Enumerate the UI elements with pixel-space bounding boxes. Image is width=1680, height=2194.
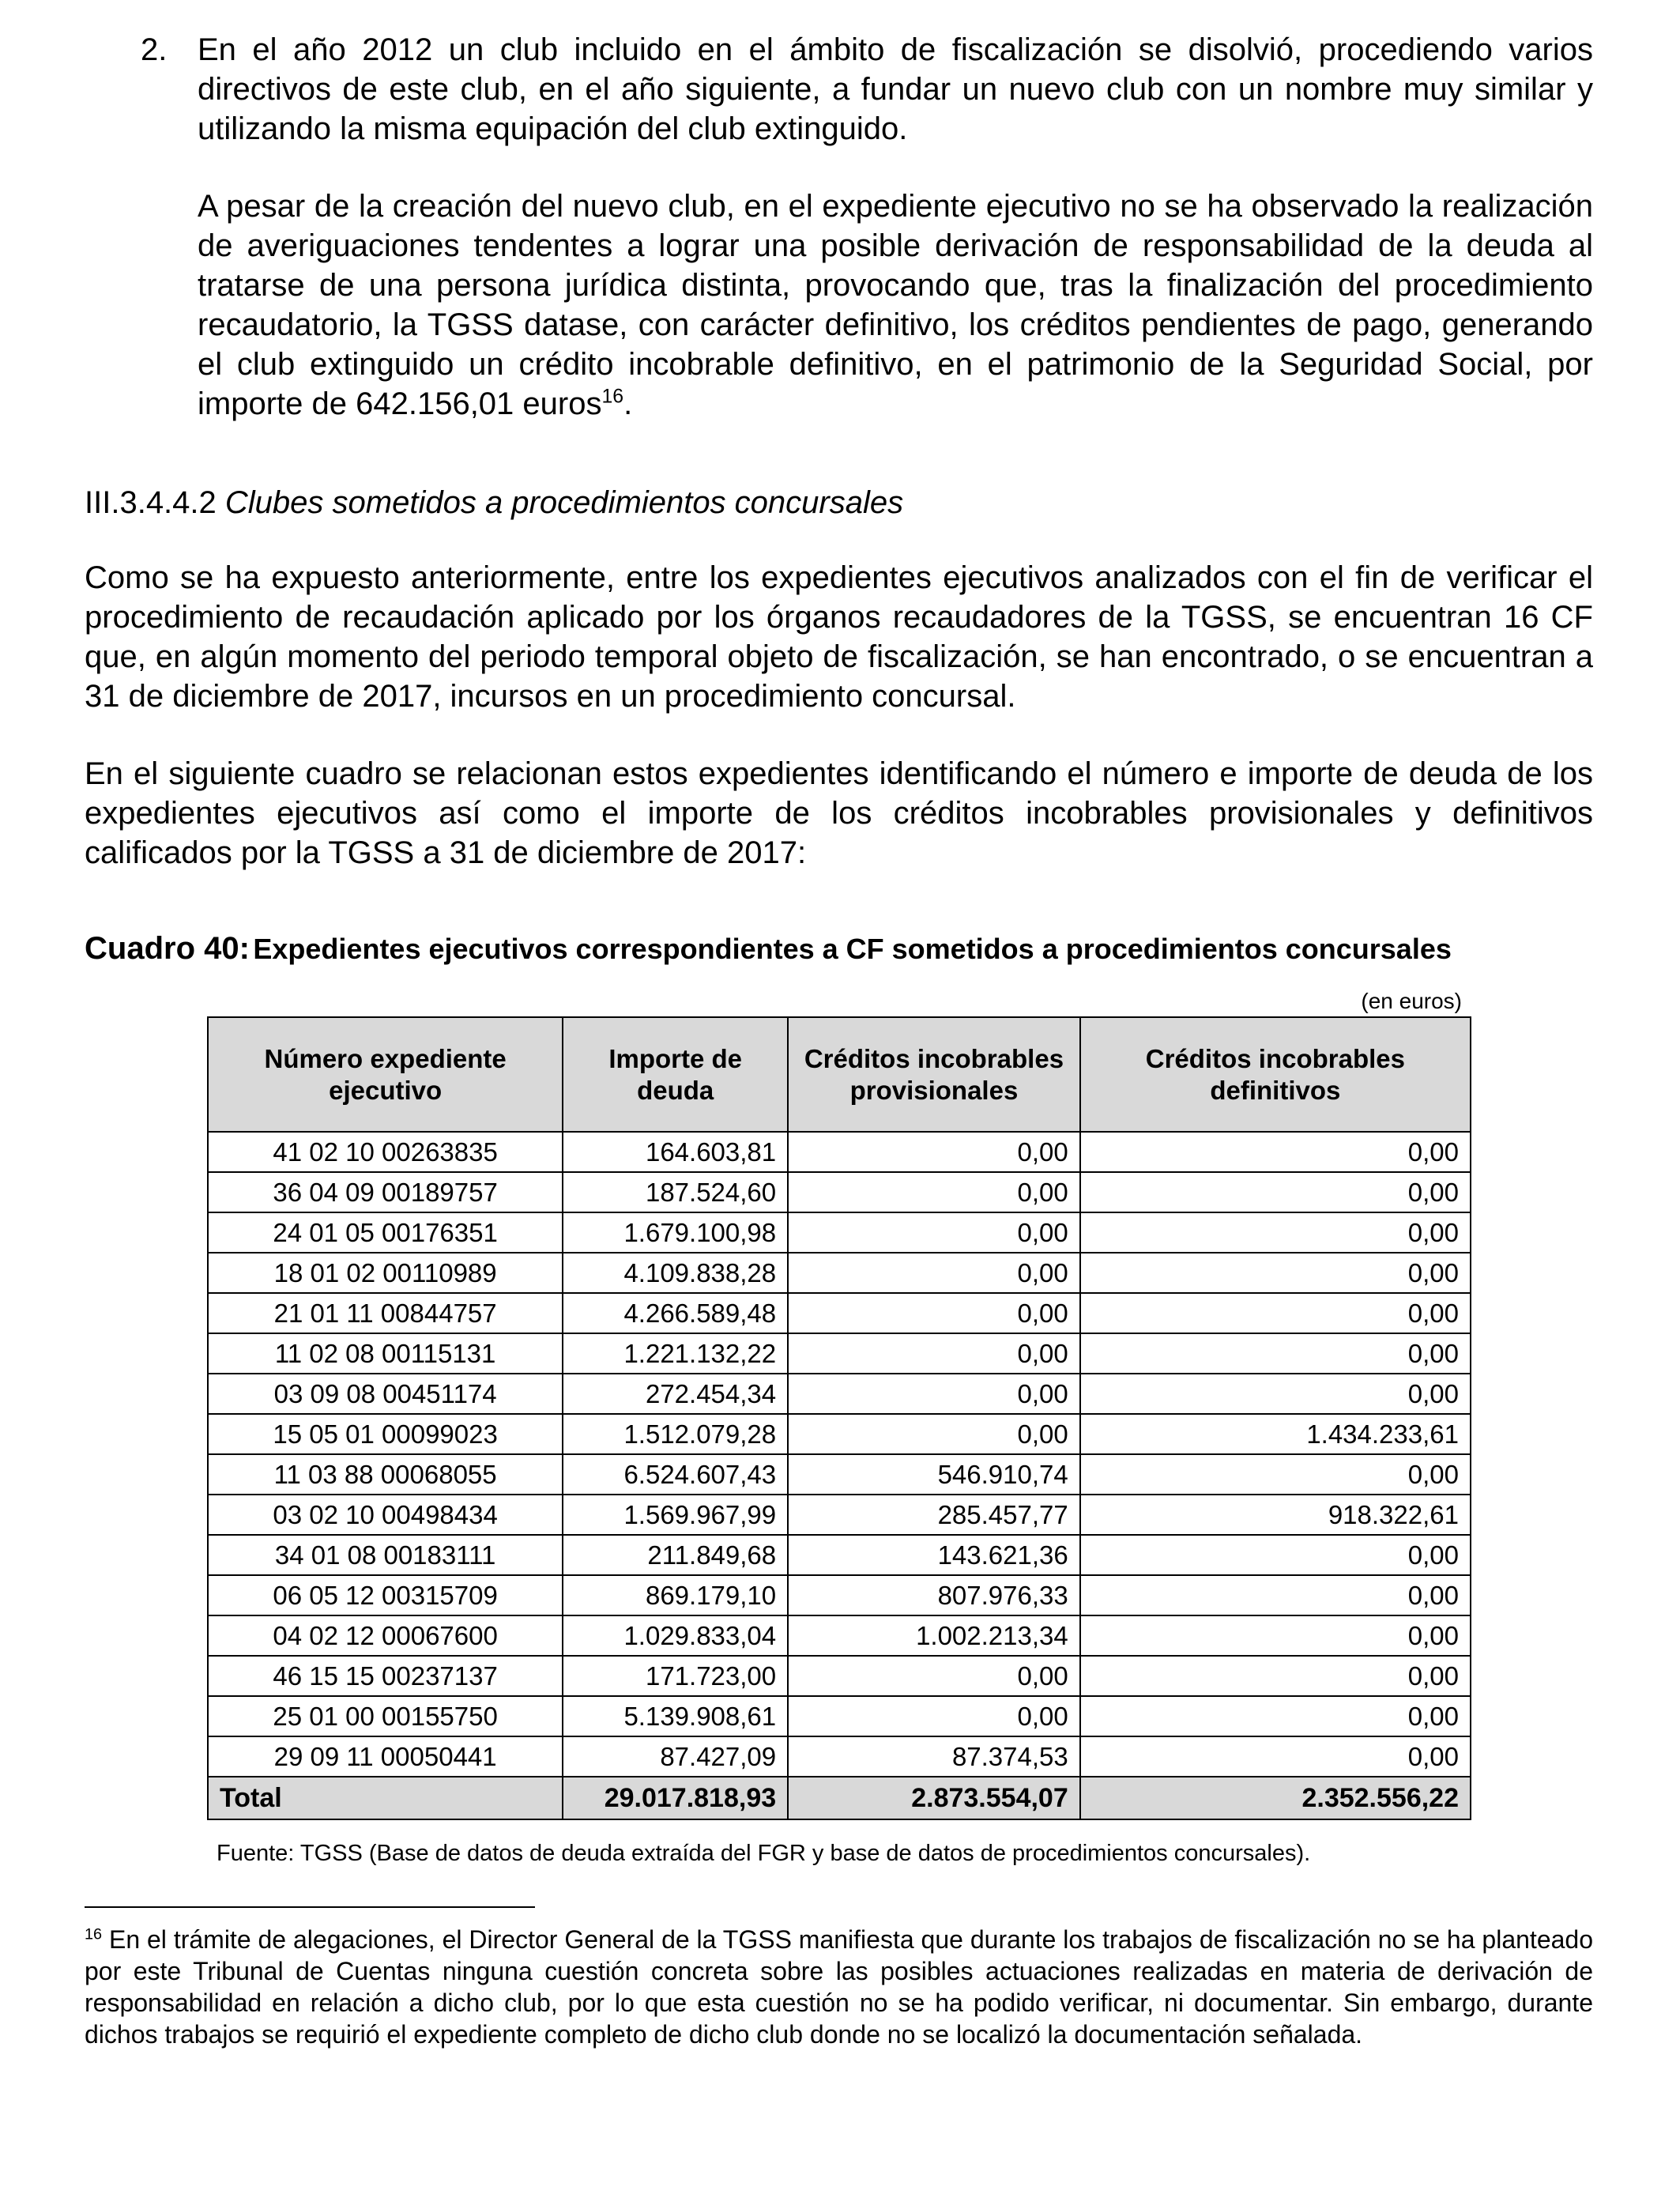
cell-importe-deuda: 4.266.589,48	[563, 1293, 788, 1333]
expedientes-table	[207, 1016, 1471, 1820]
cell-creditos-provisionales: 0,00	[788, 1414, 1080, 1454]
cell-importe-deuda: 187.524,60	[563, 1172, 788, 1212]
cell-numero-expediente: 06 05 12 00315709	[208, 1575, 563, 1615]
footnote-text: En el trámite de alegaciones, el Director General de la TGSS manifiesta que durante los trabajos de fiscalización no se ha planteado por este Tribunal de Cuentas ninguna cuestión concreta sobre las posibles actuaciones realizadas en materia de derivación de responsabilidad en relación a dicho club, por lo que esta cuestión no se ha podido verificar, ni documentar. Sin embargo, durante dichos trabajos se requirió el expediente completo de dicho club donde no se localizó la documentación señalada.	[85, 1925, 1594, 2049]
cell-creditos-definitivos: 0,00	[1080, 1656, 1471, 1696]
cell-importe-deuda: 5.139.908,61	[563, 1696, 788, 1736]
footnote-ref[interactable]: 16	[601, 386, 624, 408]
paragraph-table-intro: En el siguiente cuadro se relacionan estos expedientes identificando el número e importe de deuda de los expedientes ejecutivos así como el importe de los créditos incobrables provisionales y definitivos calificados por la TGSS a 31 de diciembre de 2017:	[85, 756, 1593, 870]
cell-importe-deuda: 1.029.833,04	[563, 1615, 788, 1656]
cell-creditos-provisionales: 1.002.213,34	[788, 1615, 1080, 1656]
header-creditos-definitivos: Créditos incobrables definitivos	[1080, 1017, 1471, 1132]
section-heading	[85, 483, 903, 522]
cell-importe-deuda: 87.427,09	[563, 1736, 788, 1777]
paragraph-intro: Como se ha expuesto anteriormente, entre los expedientes ejecutivos analizados con el fin de verificar el procedimiento de recaudación aplicado por los órganos recaudadores de la TGSS, se encuentran 16 CF que, en algún momento del periodo temporal objeto de fiscalización, se han encontrado, o se encuentran a 31 de diciembre de 2017, incursos en un procedimiento concursal.	[85, 560, 1593, 714]
table-row	[208, 1454, 1471, 1495]
cell-numero-expediente: 34 01 08 00183111	[208, 1535, 563, 1575]
section-number: III.3.4.4.2	[85, 485, 217, 520]
cell-creditos-provisionales: 0,00	[788, 1696, 1080, 1736]
header-numero-expediente: Número expediente ejecutivo	[208, 1017, 563, 1132]
table-row	[208, 1212, 1471, 1253]
total-label: Total	[208, 1777, 563, 1819]
cell-importe-deuda: 272.454,34	[563, 1374, 788, 1414]
total-creditos-definitivos: 2.352.556,22	[1080, 1777, 1471, 1819]
cell-numero-expediente: 36 04 09 00189757	[208, 1172, 563, 1212]
footnote	[85, 1924, 1593, 2050]
cell-creditos-definitivos: 0,00	[1080, 1736, 1471, 1777]
table-total-row	[208, 1777, 1471, 1819]
cell-creditos-definitivos: 0,00	[1080, 1172, 1471, 1212]
paragraph-derivacion	[198, 187, 1593, 424]
cell-creditos-provisionales: 143.621,36	[788, 1535, 1080, 1575]
cell-importe-deuda: 164.603,81	[563, 1132, 788, 1172]
total-importe-deuda: 29.017.818,93	[563, 1777, 788, 1819]
table-row	[208, 1374, 1471, 1414]
cell-creditos-definitivos: 0,00	[1080, 1535, 1471, 1575]
table-row	[208, 1132, 1471, 1172]
cell-importe-deuda: 6.524.607,43	[563, 1454, 788, 1495]
cell-importe-deuda: 171.723,00	[563, 1656, 788, 1696]
table-header-row	[208, 1017, 1471, 1132]
cell-creditos-provisionales: 0,00	[788, 1253, 1080, 1293]
cell-importe-deuda: 1.221.132,22	[563, 1333, 788, 1374]
cell-creditos-definitivos: 0,00	[1080, 1454, 1471, 1495]
cell-numero-expediente: 46 15 15 00237137	[208, 1656, 563, 1696]
cell-creditos-provisionales: 0,00	[788, 1293, 1080, 1333]
cell-numero-expediente: 11 03 88 00068055	[208, 1454, 563, 1495]
cell-creditos-definitivos: 0,00	[1080, 1575, 1471, 1615]
table-row	[208, 1535, 1471, 1575]
cell-creditos-definitivos: 1.434.233,61	[1080, 1414, 1471, 1454]
table-row	[208, 1253, 1471, 1293]
cell-numero-expediente: 29 09 11 00050441	[208, 1736, 563, 1777]
cell-creditos-definitivos: 0,00	[1080, 1212, 1471, 1253]
cell-creditos-definitivos: 0,00	[1080, 1374, 1471, 1414]
cell-importe-deuda: 1.679.100,98	[563, 1212, 788, 1253]
footnote-divider	[85, 1906, 535, 1908]
table-row	[208, 1656, 1471, 1696]
cell-importe-deuda: 211.849,68	[563, 1535, 788, 1575]
list-item-number: 2.	[141, 32, 168, 67]
cell-creditos-definitivos: 0,00	[1080, 1696, 1471, 1736]
cell-creditos-provisionales: 0,00	[788, 1374, 1080, 1414]
table-row	[208, 1172, 1471, 1212]
cell-importe-deuda: 1.512.079,28	[563, 1414, 788, 1454]
cell-numero-expediente: 41 02 10 00263835	[208, 1132, 563, 1172]
cell-creditos-definitivos: 0,00	[1080, 1132, 1471, 1172]
cell-creditos-provisionales: 807.976,33	[788, 1575, 1080, 1615]
cell-numero-expediente: 04 02 12 00067600	[208, 1615, 563, 1656]
table-row	[208, 1414, 1471, 1454]
table-caption	[85, 931, 1593, 967]
paragraph-text: A pesar de la creación del nuevo club, en el expediente ejecutivo no se ha observado la realización de averiguaciones tendentes a lograr una posible derivación de responsabilidad de la deuda al tratarse de una persona jurídica distinta, provocando que, tras la finalización del procedimiento recaudatorio, la TGSS datase, con carácter definitivo, los créditos pendientes de pago, generando el club extinguido un crédito incobrable definitivo, en el patrimonio de la Seguridad Social, por importe de 642.156,01 euros	[198, 189, 1593, 421]
table-row	[208, 1293, 1471, 1333]
cell-creditos-provisionales: 285.457,77	[788, 1495, 1080, 1535]
table-row	[208, 1495, 1471, 1535]
cell-creditos-definitivos: 0,00	[1080, 1333, 1471, 1374]
cell-numero-expediente: 03 09 08 00451174	[208, 1374, 563, 1414]
cell-creditos-provisionales: 0,00	[788, 1212, 1080, 1253]
cell-creditos-provisionales: 0,00	[788, 1172, 1080, 1212]
cell-creditos-provisionales: 546.910,74	[788, 1454, 1080, 1495]
cell-creditos-definitivos: 918.322,61	[1080, 1495, 1471, 1535]
cell-creditos-provisionales: 0,00	[788, 1333, 1080, 1374]
table-row	[208, 1575, 1471, 1615]
table-source: Fuente: TGSS (Base de datos de deuda extraída del FGR y base de datos de procedimientos concursales).	[217, 1841, 1311, 1866]
section-title: Clubes sometidos a procedimientos concursales	[224, 485, 904, 520]
cell-creditos-definitivos: 0,00	[1080, 1293, 1471, 1333]
cell-creditos-provisionales: 0,00	[788, 1132, 1080, 1172]
cell-creditos-definitivos: 0,00	[1080, 1253, 1471, 1293]
cell-creditos-provisionales: 87.374,53	[788, 1736, 1080, 1777]
cell-numero-expediente: 25 01 00 00155750	[208, 1696, 563, 1736]
table-body	[208, 1132, 1471, 1819]
cell-creditos-provisionales: 0,00	[788, 1656, 1080, 1696]
table-row	[208, 1736, 1471, 1777]
table-units: (en euros)	[1361, 989, 1462, 1013]
cell-numero-expediente: 21 01 11 00844757	[208, 1293, 563, 1333]
table-row	[208, 1696, 1471, 1736]
table-row	[208, 1615, 1471, 1656]
cell-importe-deuda: 869.179,10	[563, 1575, 788, 1615]
cell-numero-expediente: 03 02 10 00498434	[208, 1495, 563, 1535]
cell-numero-expediente: 18 01 02 00110989	[208, 1253, 563, 1293]
cell-creditos-definitivos: 0,00	[1080, 1615, 1471, 1656]
table-row	[208, 1333, 1471, 1374]
paragraph-end: .	[623, 386, 633, 421]
cell-importe-deuda: 1.569.967,99	[563, 1495, 788, 1535]
header-creditos-provisionales: Créditos incobrables provisionales	[788, 1017, 1080, 1132]
cell-numero-expediente: 24 01 05 00176351	[208, 1212, 563, 1253]
list-item-text: En el año 2012 un club incluido en el ámbito de fiscalización se disolvió, procediendo varios directivos de este club, en el año siguiente, a fundar un nuevo club con un nombre muy similar y utilizando la misma equipación del club extinguido.	[198, 32, 1593, 146]
cell-numero-expediente: 15 05 01 00099023	[208, 1414, 563, 1454]
header-importe-deuda: Importe de deuda	[563, 1017, 788, 1132]
footnote-number: 16	[85, 1925, 103, 1943]
total-creditos-provisionales: 2.873.554,07	[788, 1777, 1080, 1819]
table-caption-text: Expedientes ejecutivos correspondientes a CF sometidos a procedimientos concursales	[253, 933, 1452, 965]
table-caption-label: Cuadro 40:	[85, 931, 250, 966]
cell-importe-deuda: 4.109.838,28	[563, 1253, 788, 1293]
cell-numero-expediente: 11 02 08 00115131	[208, 1333, 563, 1374]
